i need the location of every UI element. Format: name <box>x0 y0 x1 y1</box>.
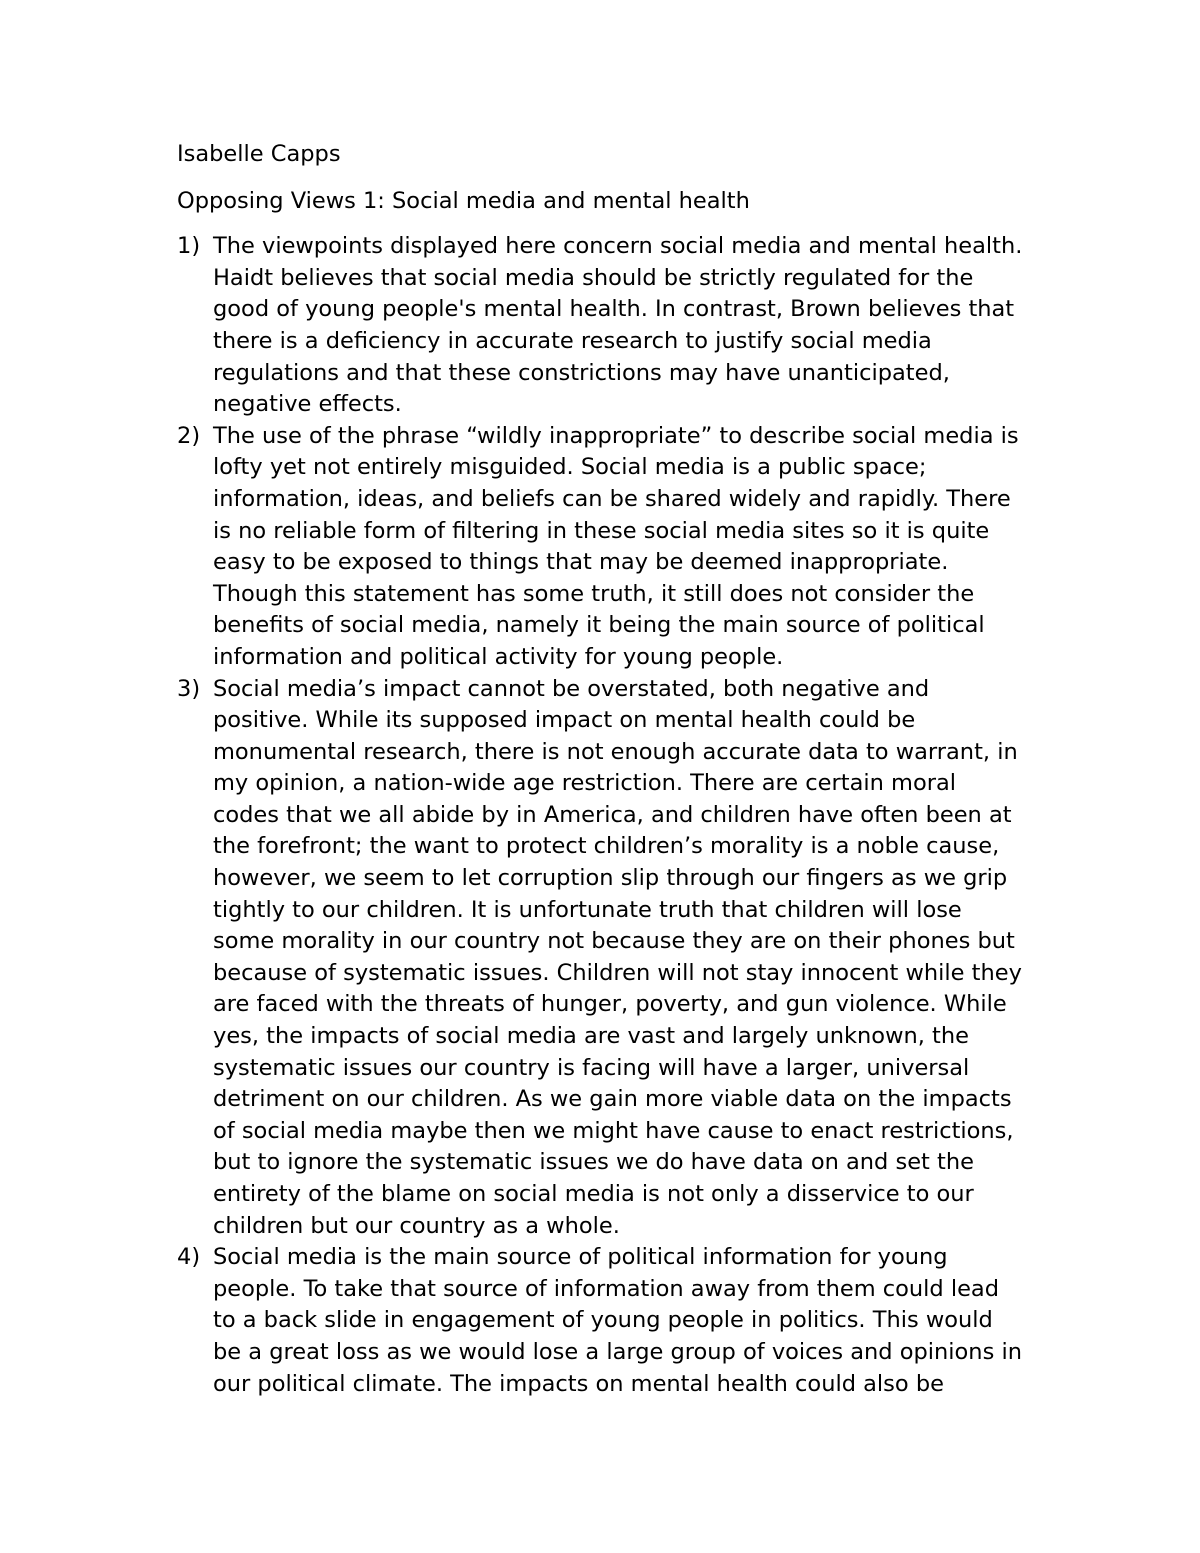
text-line: The viewpoints displayed here concern social media and mental health. <box>213 233 1023 260</box>
author-name: Isabelle Capps <box>177 141 341 167</box>
text-line: be a great loss as we would lose a large group of voices and opinions in <box>213 1338 1022 1365</box>
text-line: easy to be exposed to things that may be deemed inappropriate. <box>213 549 949 576</box>
list-item <box>177 421 1077 674</box>
list-item-number: 2) <box>177 422 201 449</box>
list-item-number: 4) <box>177 1244 201 1271</box>
text-line: benefits of social media, namely it being the main source of political <box>213 612 985 639</box>
text-line: Haidt believes that social media should be strictly regulated for the <box>213 264 974 291</box>
text-line: are faced with the threats of hunger, poverty, and gun violence. While <box>213 991 1007 1018</box>
text-line: but to ignore the systematic issues we do have data on and set the <box>213 1149 974 1176</box>
text-line: Though this statement has some truth, it still does not consider the <box>213 580 975 607</box>
document-title: Opposing Views 1: Social media and mental health <box>177 187 750 214</box>
text-line: systematic issues our country is facing will have a larger, universal <box>213 1054 970 1081</box>
text-line: codes that we all abide by in America, and children have often been at <box>213 801 1012 828</box>
text-line: tightly to our children. It is unfortunate truth that children will lose <box>213 896 962 923</box>
text-line: my opinion, a nation-wide age restriction. There are certain moral <box>213 770 956 797</box>
text-line: negative effects. <box>213 391 402 418</box>
text-line: lofty yet not entirely misguided. Social media is a public space; <box>213 454 927 481</box>
text-line: because of systematic issues. Children will not stay innocent while they <box>213 959 1022 986</box>
text-line: there is a deficiency in accurate research to justify social media <box>213 327 932 354</box>
text-line: children but our country as a whole. <box>213 1212 620 1239</box>
text-line: is no reliable form of filtering in these social media sites so it is quite <box>213 517 990 544</box>
text-line: some morality in our country not because they are on their phones but <box>213 928 1015 955</box>
text-line: the forefront; the want to protect children’s morality is a noble cause, <box>213 833 1000 860</box>
text-line: monumental research, there is not enough accurate data to warrant, in <box>213 738 1018 765</box>
text-line: good of young people's mental health. In contrast, Brown believes that <box>213 296 1015 323</box>
list-item <box>177 1242 1077 1400</box>
text-line: of social media maybe then we might have cause to enact restrictions, <box>213 1117 1014 1144</box>
text-line: information and political activity for young people. <box>213 643 784 670</box>
text-line: to a back slide in engagement of young people in politics. This would <box>213 1307 993 1334</box>
numbered-list <box>177 231 1077 1400</box>
list-item <box>177 231 1077 421</box>
text-line: entirety of the blame on social media is not only a disservice to our <box>213 1181 974 1207</box>
text-line: The use of the phrase “wildly inappropriate” to describe social media is <box>213 422 1019 449</box>
text-line: regulations and that these constrictions may have unanticipated, <box>213 359 950 386</box>
text-line: people. To take that source of information away from them could lead <box>213 1275 1000 1302</box>
text-line: Social media is the main source of political information for young <box>213 1244 948 1271</box>
text-line: yes, the impacts of social media are vast and largely unknown, the <box>213 1023 969 1050</box>
text-line: information, ideas, and beliefs can be shared widely and rapidly. There <box>213 485 1011 512</box>
list-item-number: 1) <box>177 233 201 260</box>
text-line: detriment on our children. As we gain more viable data on the impacts <box>213 1086 1012 1113</box>
text-line: however, we seem to let corruption slip through our fingers as we grip <box>213 865 1008 892</box>
text-line: our political climate. The impacts on mental health could also be <box>213 1370 944 1397</box>
document-body <box>177 139 1077 1400</box>
text-line: positive. While its supposed impact on mental health could be <box>213 707 916 734</box>
list-item-number: 3) <box>177 675 201 702</box>
text-line: Social media’s impact cannot be overstated, both negative and <box>213 675 930 702</box>
list-item <box>177 674 1077 1243</box>
